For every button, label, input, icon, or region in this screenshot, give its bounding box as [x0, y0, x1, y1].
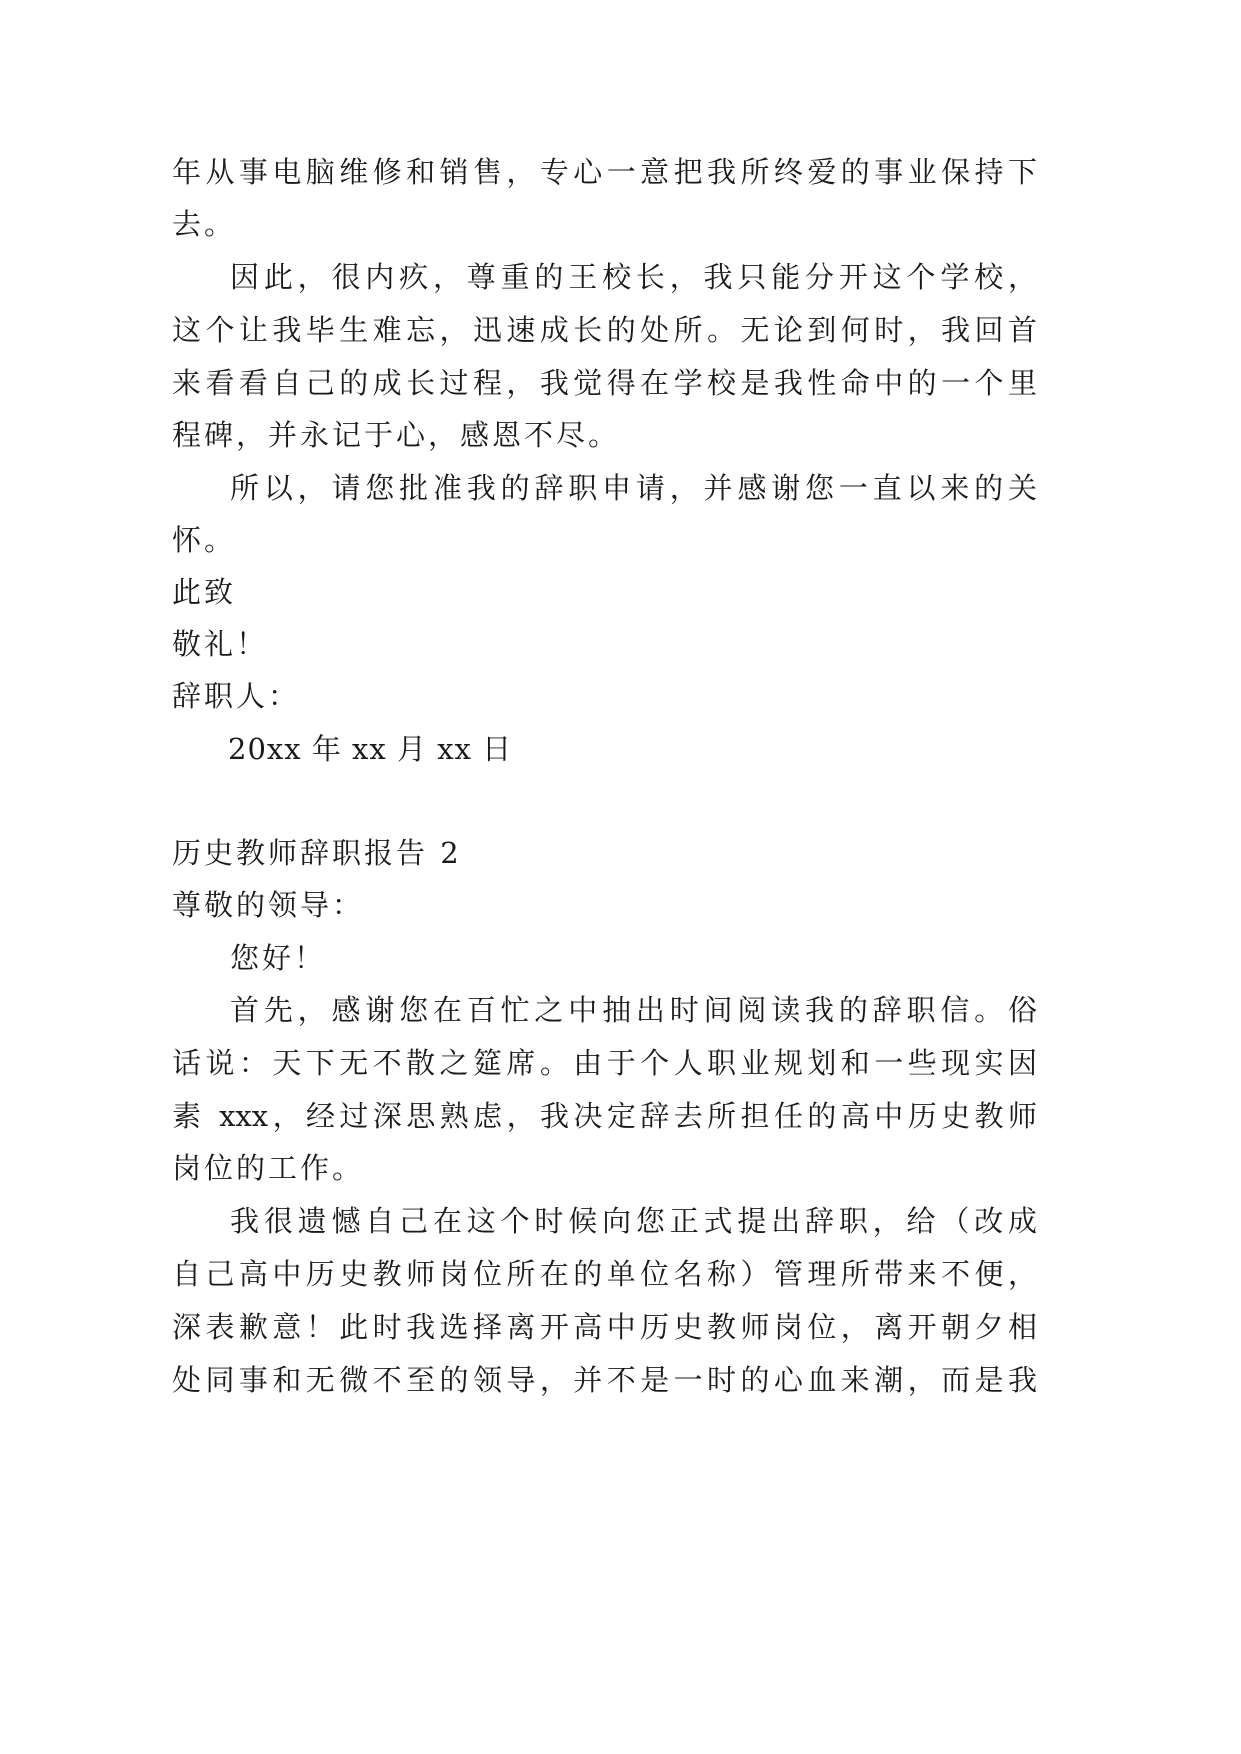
paragraph-line: 处同事和无微不至的领导，并不是一时的心血来潮，而是我 [172, 1363, 1037, 1397]
paragraph-line: 程碑，并永记于心，感恩不尽。 [172, 418, 621, 452]
paragraph-line: 去。 [172, 207, 237, 241]
paragraph-line: 话说：天下无不散之筵席。由于个人职业规划和一些现实因 [172, 1046, 1037, 1080]
paragraph-line: 自己高中历史教师岗位所在的单位名称）管理所带来不便， [172, 1257, 1037, 1291]
paragraph-line: 怀。 [172, 523, 237, 557]
paragraph-line: 因此，很内疚，尊重的王校长，我只能分开这个学校， [230, 260, 1037, 294]
paragraph-line: 年从事电脑维修和销售，专心一意把我所终爱的事业保持下 [172, 155, 1037, 189]
paragraph-line: 岗位的工作。 [172, 1151, 365, 1185]
letter-title: 历史教师辞职报告 2 [172, 836, 462, 870]
paragraph-line: 这个让我毕生难忘，迅速成长的处所。无论到何时，我回首 [172, 313, 1037, 347]
paragraph-line: 深表歉意！此时我选择离开高中历史教师岗位，离开朝夕相 [172, 1310, 1037, 1344]
paragraph-line: 所以，请您批准我的辞职申请，并感谢您一直以来的关 [230, 471, 1037, 505]
paragraph-line: 来看看自己的成长过程，我觉得在学校是我性命中的一个里 [172, 366, 1037, 400]
signer-label: 辞职人： [172, 679, 301, 713]
signature-date: 20xx 年 xx 月 xx 日 [228, 732, 513, 766]
paragraph-line: 首先，感谢您在百忙之中抽出时间阅读我的辞职信。俗 [230, 993, 1037, 1027]
closing-salutation: 此致 [172, 575, 237, 609]
paragraph-line: 素 xxx，经过深思熟虑，我决定辞去所担任的高中历史教师 [172, 1099, 1037, 1133]
recipient: 尊敬的领导： [172, 888, 365, 922]
closing-regards: 敬礼！ [172, 627, 269, 661]
paragraph-line: 我很遗憾自己在这个时候向您正式提出辞职，给（改成 [230, 1204, 1037, 1238]
greeting: 您好！ [230, 941, 327, 975]
